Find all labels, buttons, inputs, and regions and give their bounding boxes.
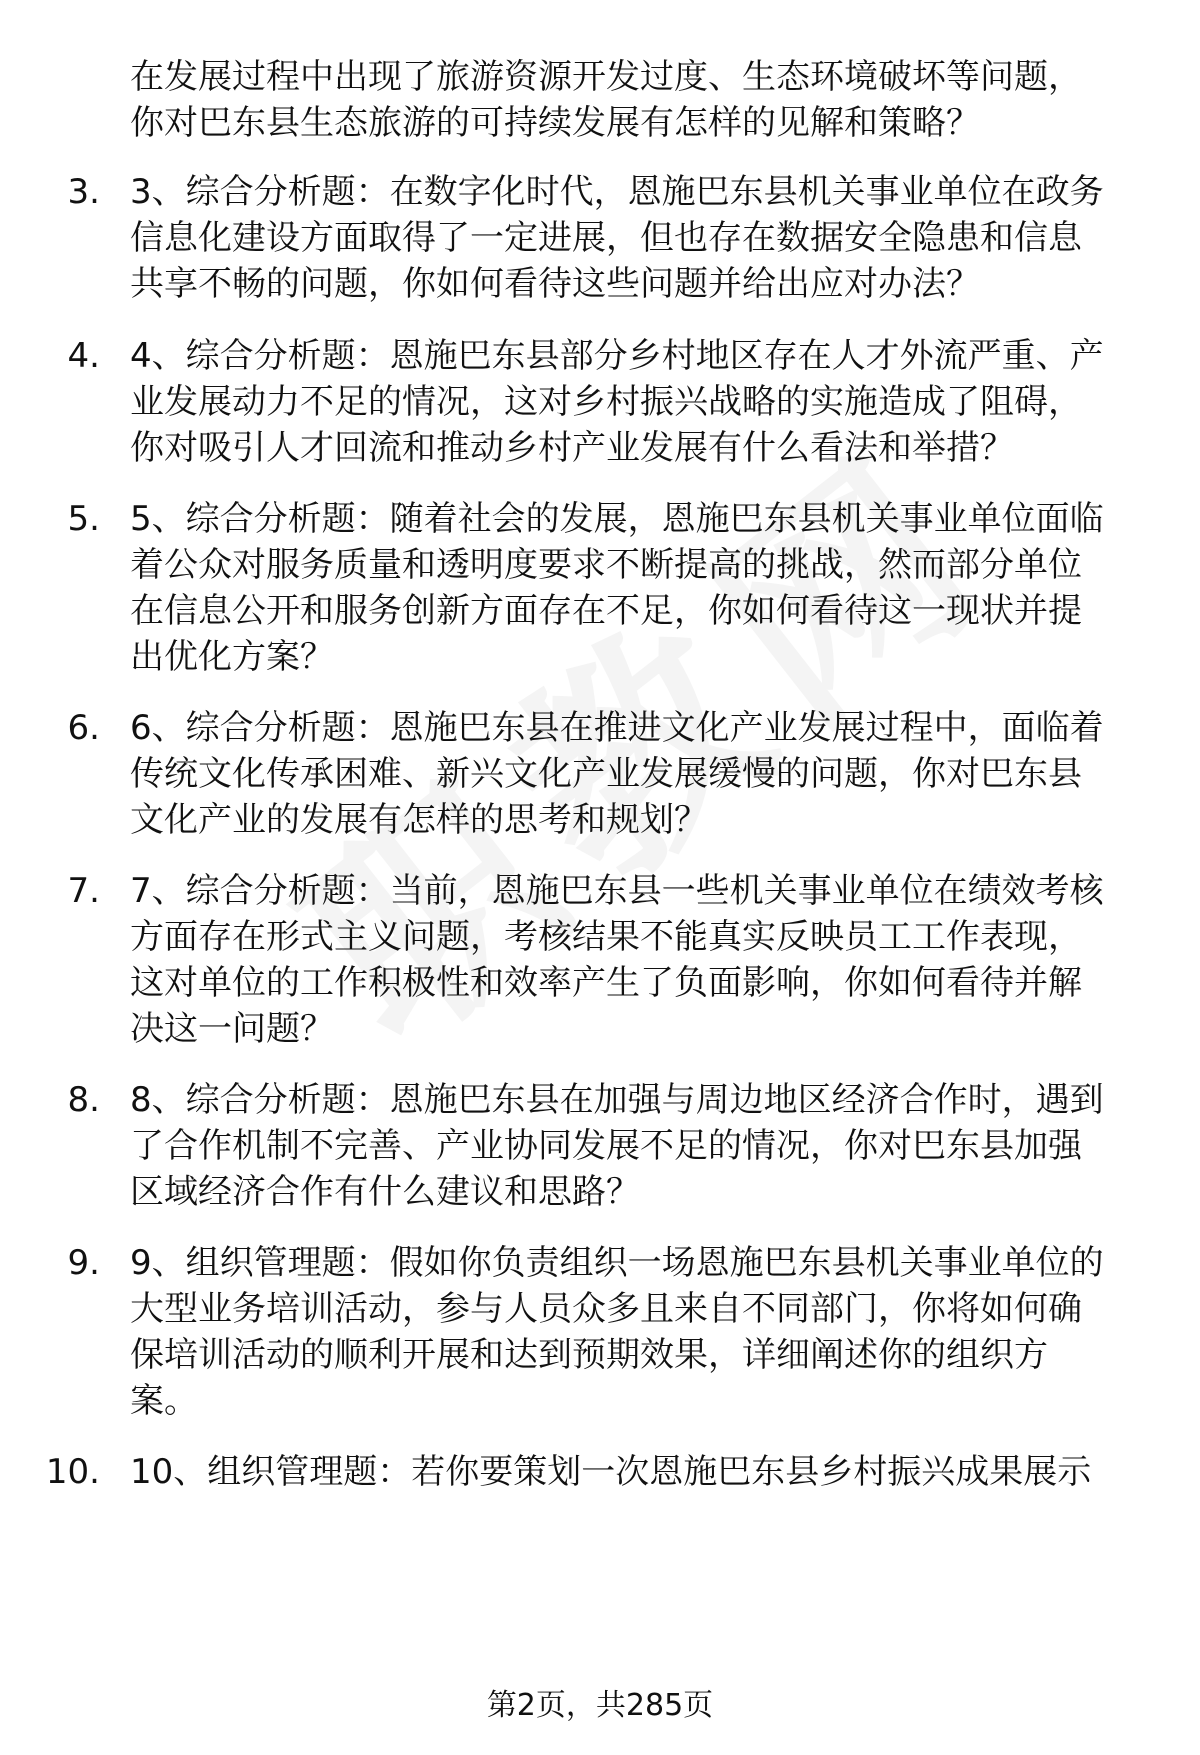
- item-number: 9.: [67, 1243, 100, 1283]
- item-number: 10.: [45, 1452, 100, 1492]
- item-line: 你对吸引人才回流和推动乡村产业发展有什么看法和举措？: [130, 428, 1014, 468]
- item-line: 5、综合分析题：随着社会的发展，恩施巴东县机关事业单位面临: [130, 499, 1104, 539]
- item-line: 4、综合分析题：恩施巴东县部分乡村地区存在人才外流严重、产: [130, 336, 1104, 376]
- item-line: 9、组织管理题：假如你负责组织一场恩施巴东县机关事业单位的: [130, 1243, 1104, 1283]
- continuation-line: 你对巴东县生态旅游的可持续发展有怎样的见解和策略？: [130, 103, 980, 143]
- item-line: 10、组织管理题：若你要策划一次恩施巴东县乡村振兴成果展示: [130, 1452, 1092, 1492]
- continuation-line: 在发展过程中出现了旅游资源开发过度、生态环境破坏等问题，: [130, 57, 1082, 97]
- item-line: 8、综合分析题：恩施巴东县在加强与周边地区经济合作时，遇到: [130, 1080, 1104, 1120]
- item-number: 6.: [67, 708, 100, 748]
- item-line: 信息化建设方面取得了一定进展，但也存在数据安全隐患和信息: [130, 218, 1082, 258]
- item-line: 业发展动力不足的情况，这对乡村振兴战略的实施造成了阻碍，: [130, 382, 1082, 422]
- item-line: 文化产业的发展有怎样的思考和规划？: [130, 800, 708, 840]
- item-line: 保培训活动的顺利开展和达到预期效果，详细阐述你的组织方: [130, 1335, 1048, 1375]
- item-line: 方面存在形式主义问题，考核结果不能真实反映员工工作表现，: [130, 917, 1082, 957]
- item-line: 6、综合分析题：恩施巴东县在推进文化产业发展过程中，面临着: [130, 708, 1104, 748]
- item-number: 7.: [67, 871, 100, 911]
- item-number: 5.: [67, 499, 100, 539]
- item-line: 了合作机制不完善、产业协同发展不足的情况，你对巴东县加强: [130, 1126, 1082, 1166]
- item-line: 在信息公开和服务创新方面存在不足，你如何看待这一现状并提: [130, 591, 1082, 631]
- item-number: 8.: [67, 1080, 100, 1120]
- page-footer: 第2页，共285页: [486, 1688, 714, 1723]
- item-line: 共享不畅的问题，你如何看待这些问题并给出应对办法？: [130, 264, 980, 304]
- item-line: 7、综合分析题：当前，恩施巴东县一些机关事业单位在绩效考核: [130, 871, 1104, 911]
- item-line: 这对单位的工作积极性和效率产生了负面影响，你如何看待并解: [130, 963, 1082, 1003]
- item-number: 3.: [67, 172, 100, 212]
- item-line: 决这一问题？: [130, 1009, 334, 1049]
- item-line: 传统文化传承困难、新兴文化产业发展缓慢的问题，你对巴东县: [130, 754, 1082, 794]
- item-line: 出优化方案？: [130, 637, 334, 677]
- item-line: 着公众对服务质量和透明度要求不断提高的挑战，然而部分单位: [130, 545, 1082, 585]
- item-line: 区域经济合作有什么建议和思路？: [130, 1172, 640, 1212]
- item-line: 大型业务培训活动，参与人员众多且来自不同部门，你将如何确: [130, 1289, 1082, 1329]
- item-line: 3、综合分析题：在数字化时代，恩施巴东县机关事业单位在政务: [130, 172, 1104, 212]
- item-line: 案。: [130, 1381, 198, 1421]
- item-number: 4.: [67, 336, 100, 376]
